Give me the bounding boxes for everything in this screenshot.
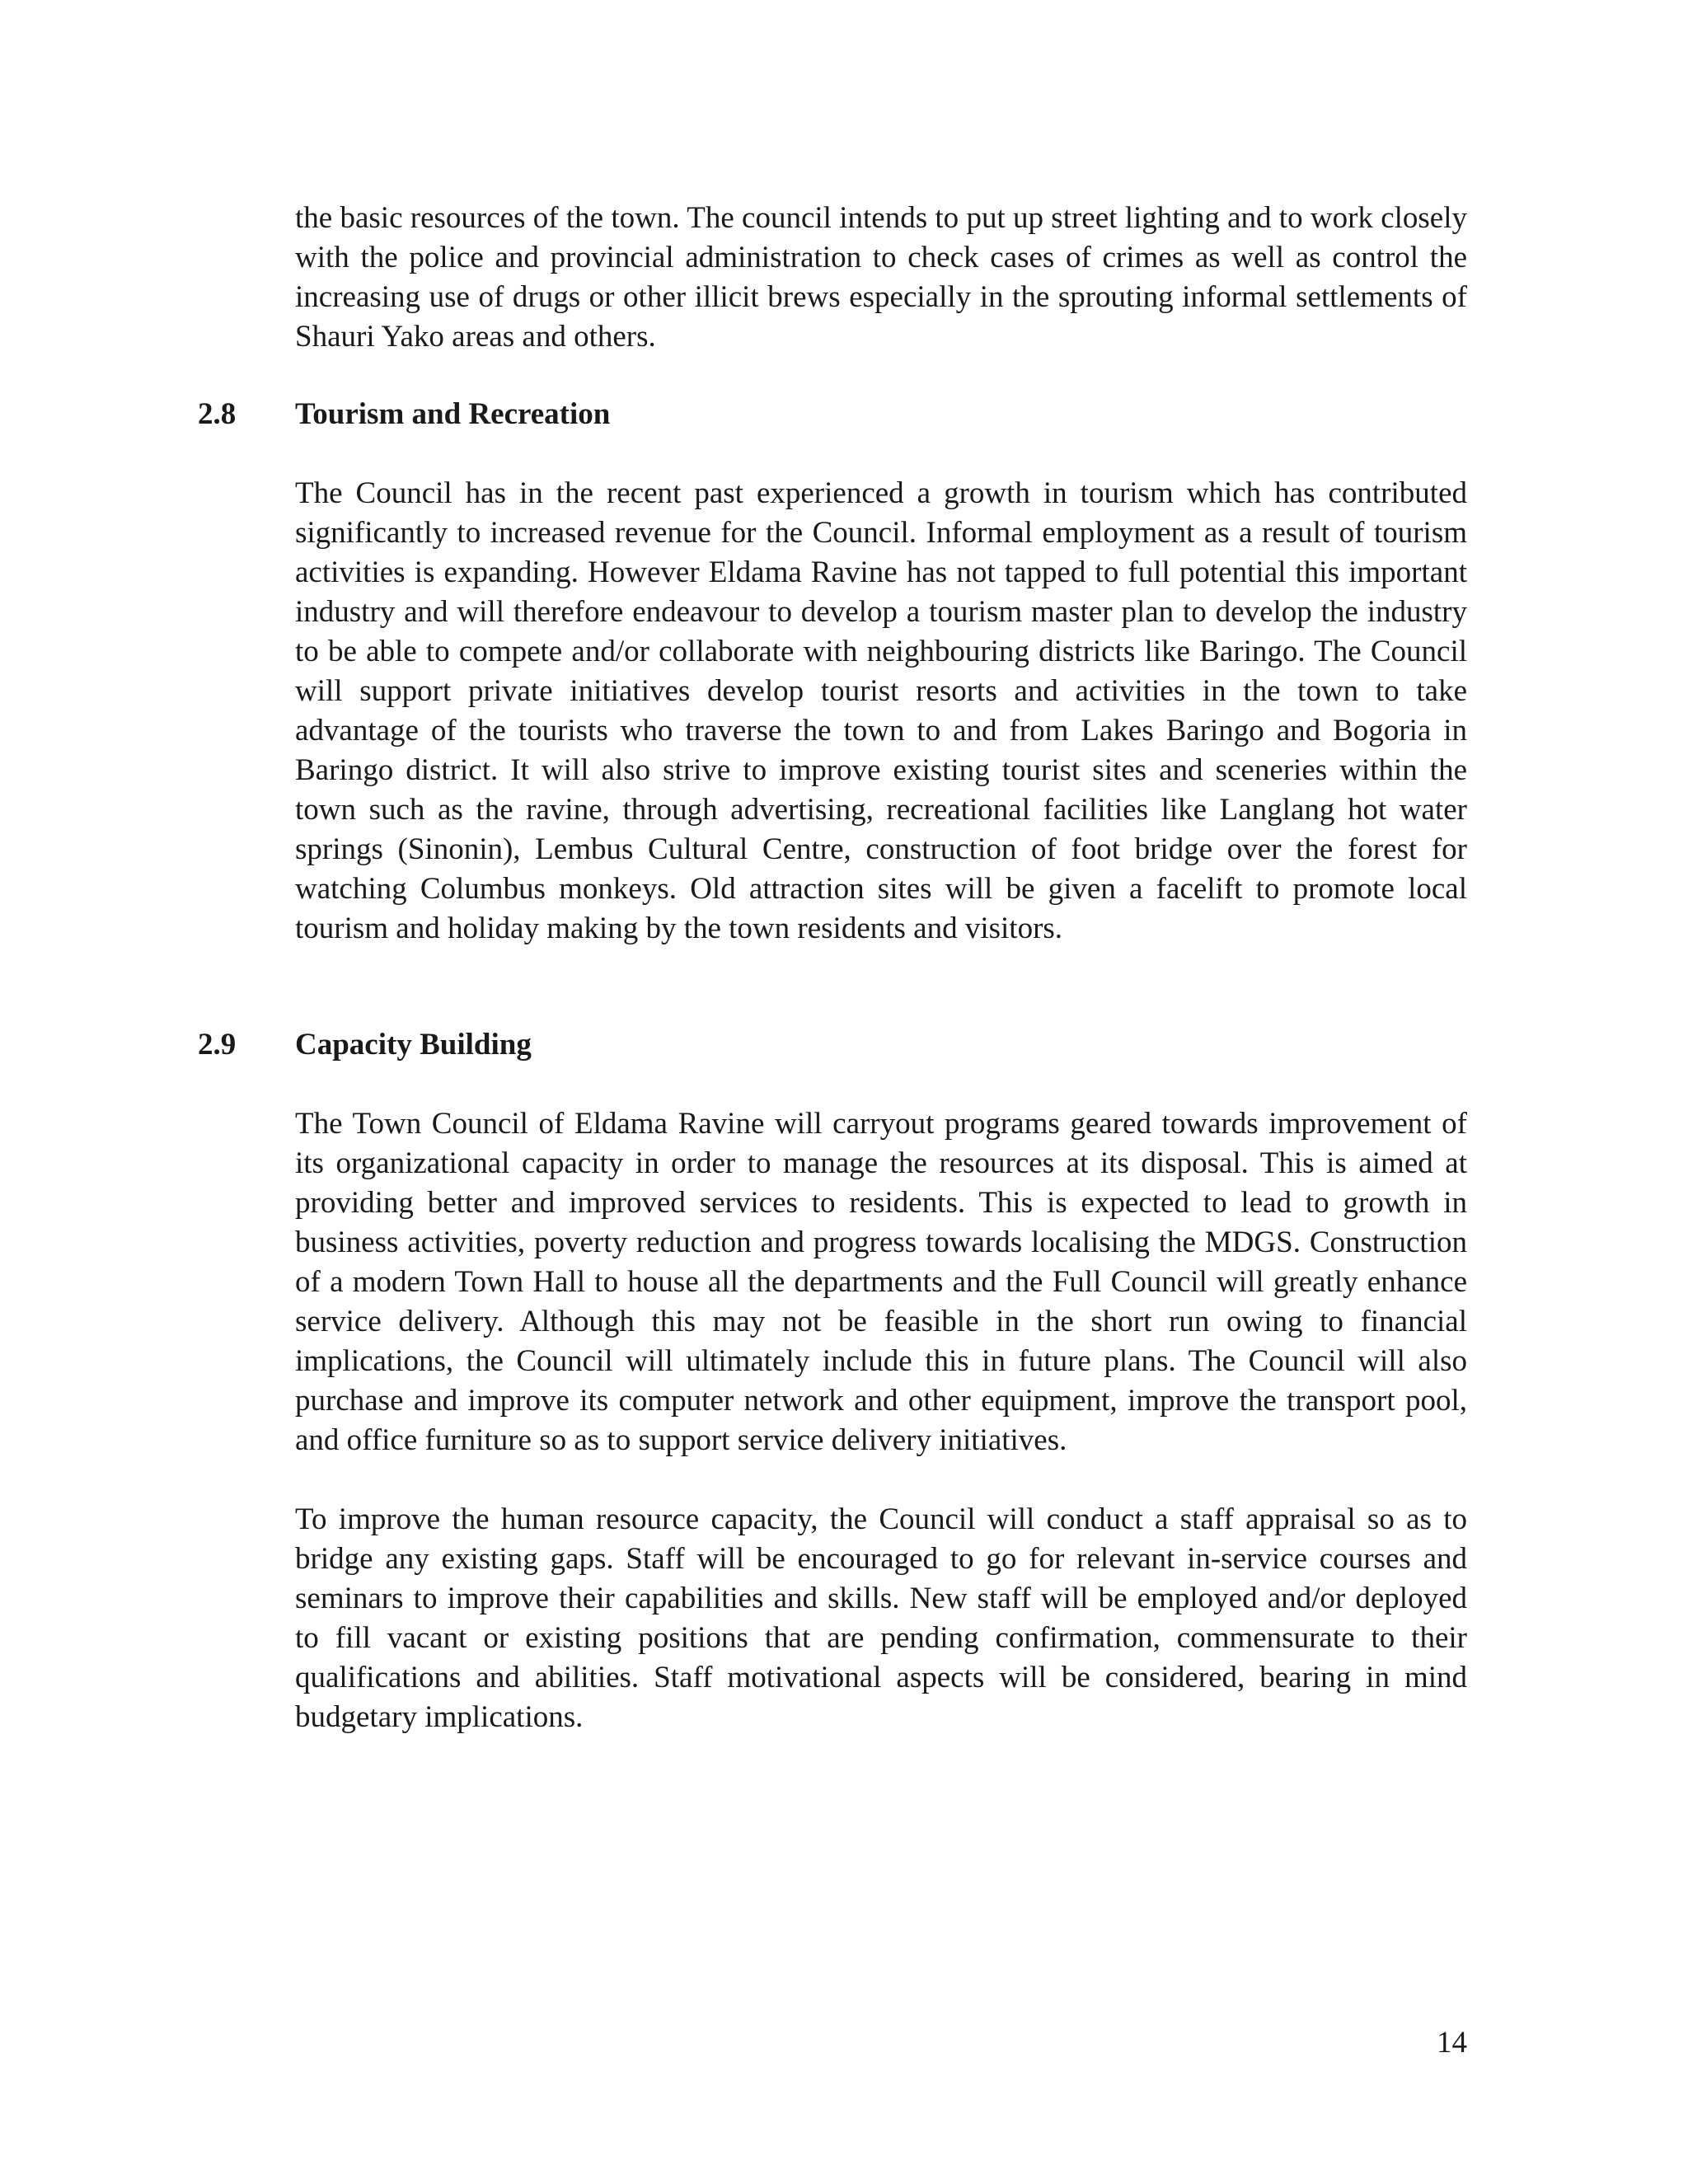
human-resource-paragraph: To improve the human resource capacity, the Council will conduct a staff appraisal so as to bridge any existing gaps. Staff will be encouraged to go for relevant in-service courses and seminars to improve their capabilities and skills. New staff will be employed and/or deployed to fill vacant or existing positions that are pending confirmation, commensurate to their qualifications and abilities. Staff motivational aspects will be considered, bearing in mind budgetary implications.: [295, 1502, 1467, 1734]
tourism-paragraph-block: [295, 474, 1467, 949]
intro-paragraph-block: [295, 199, 1467, 357]
tourism-paragraph: The Council has in the recent past experienced a growth in tourism which has contributed significantly to increased revenue for the Council. Informal employment as a result of tourism activities is expanding. However Eldama Ravine has not tapped to full potential this important industry and will therefore endeavour to develop a tourism master plan to develop the industry to be able to compete and/or collaborate with neighbouring districts like Baringo. The Council will support private initiatives develop tourist resorts and activities in the town to take advantage of the tourists who traverse the town to and from Lakes Baringo and Bogoria in Baringo district. It will also strive to improve existing tourist sites and sceneries within the town such as the ravine, through advertising, recreational facilities like Langlang hot water springs (Sinonin), Lembus Cultural Centre, construction of foot bridge over the forest for watching Columbus monkeys. Old attraction sites will be given a facelift to promote local tourism and holiday making by the town residents and visitors.: [295, 476, 1467, 945]
capacity-paragraph-block-2: [295, 1500, 1467, 1737]
section-title: Tourism and Recreation: [295, 397, 611, 431]
page-number: 14: [1437, 2026, 1467, 2060]
capacity-paragraph-block-1: [295, 1104, 1467, 1460]
section-number: 2.9: [198, 1028, 237, 1062]
intro-paragraph: the basic resources of the town. The council intends to put up street lighting and to work closely with the police and provincial administration to check cases of crimes as well as control the increasing use of drugs or other illicit brews especially in the sprouting informal settlements of Shauri Yako areas and others.: [295, 201, 1467, 354]
section-number: 2.8: [198, 397, 237, 431]
capacity-paragraph: The Town Council of Eldama Ravine will carryout programs geared towards improvement of its organizational capacity in order to manage the resources at its disposal. This is aimed at providing better and improved services to residents. This is expected to lead to growth in business activities, poverty reduction and progress towards localising the MDGS. Construction of a modern Town Hall to house all the departments and the Full Council will greatly enhance service delivery. Although this may not be feasible in the short run owing to financial implications, the Council will ultimately include this in future plans. The Council will also purchase and improve its computer network and other equipment, improve the transport pool, and office furniture so as to support service delivery initiatives.: [295, 1107, 1467, 1457]
section-title: Capacity Building: [295, 1028, 532, 1062]
